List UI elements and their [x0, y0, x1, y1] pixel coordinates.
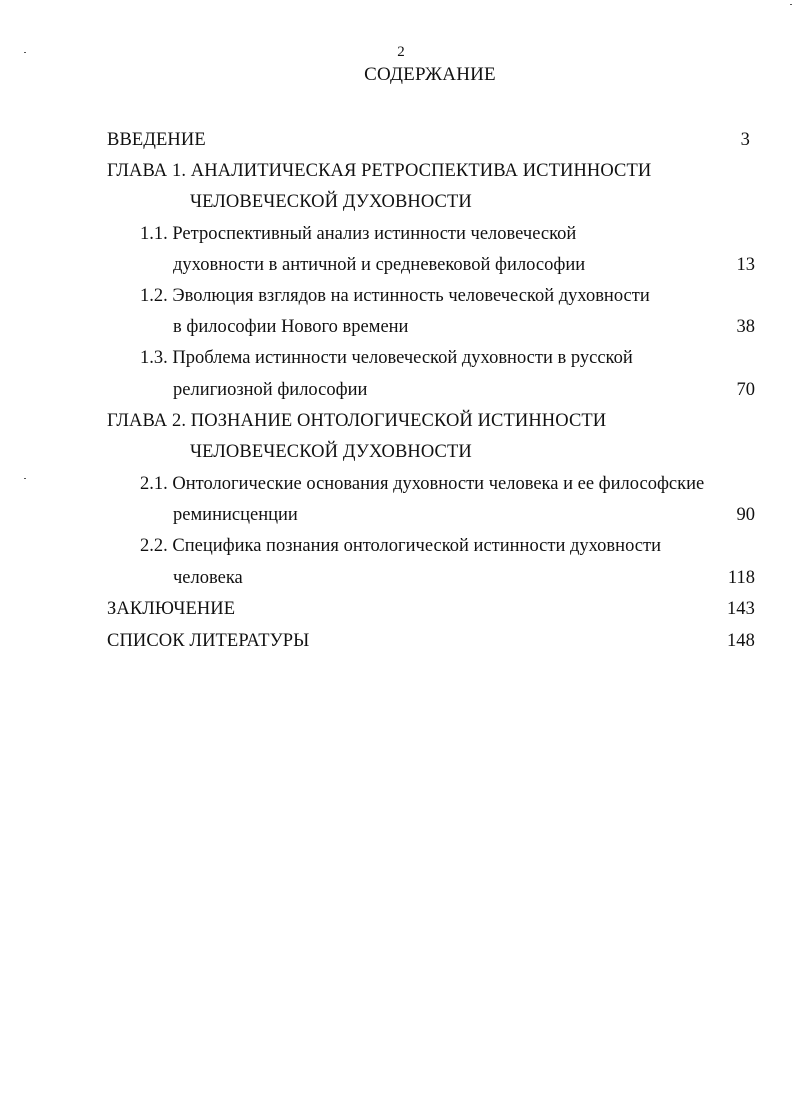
toc-section-2-2[interactable] — [0, 532, 796, 560]
toc-entry-title: ЗАКЛЮЧЕНИЕ — [107, 599, 236, 619]
toc-entry-title-cont: реминисценции — [173, 505, 298, 525]
toc-entry-conclusion[interactable] — [0, 595, 796, 623]
toc-entry-title: 1.2. Эволюция взглядов на истинность человеческой духовности — [140, 286, 650, 306]
scan-speck — [790, 4, 792, 5]
toc-entry-page: 148 — [726, 631, 755, 651]
toc-title: СОДЕРЖАНИЕ — [364, 64, 496, 85]
toc-entry-title: ГЛАВА 2. ПОЗНАНИЕ ОНТОЛОГИЧЕСКОЙ ИСТИННОСТИ — [107, 411, 607, 431]
page-number: 2 — [397, 44, 405, 60]
toc-section-1-3-cont — [0, 376, 796, 404]
toc-entry-page: 70 — [736, 380, 755, 400]
toc-entry-title-cont: религиозной философии — [173, 380, 368, 400]
toc-entry-page: 90 — [736, 505, 755, 525]
toc-entry-page: 143 — [726, 599, 755, 619]
toc-section-2-2-cont — [0, 564, 796, 592]
toc-section-2-1-cont — [0, 501, 796, 529]
toc-chapter-1[interactable] — [0, 157, 796, 185]
toc-entry-title-cont: ЧЕЛОВЕЧЕСКОЙ ДУХОВНОСТИ — [190, 192, 472, 212]
toc-entry-title: ГЛАВА 1. АНАЛИТИЧЕСКАЯ РЕТРОСПЕКТИВА ИСТИННОСТИ — [107, 161, 652, 181]
toc-section-1-1[interactable] — [0, 220, 796, 248]
toc-entry-page: 3 — [740, 130, 750, 150]
toc-entry-page: 38 — [736, 317, 755, 337]
toc-chapter-1-cont — [0, 188, 796, 216]
toc-entry-title-cont: человека — [173, 568, 243, 588]
toc-section-1-3[interactable] — [0, 344, 796, 372]
toc-entry-bibliography[interactable] — [0, 627, 796, 655]
toc-section-1-1-cont — [0, 251, 796, 279]
toc-entry-page: 118 — [727, 568, 755, 588]
toc-entry-title: 1.3. Проблема истинности человеческой духовности в русской — [140, 348, 633, 368]
toc-entry-title: 2.1. Онтологические основания духовности человека и ее философские — [140, 474, 705, 494]
toc-entry-page: 13 — [736, 255, 755, 275]
toc-section-1-2-cont — [0, 313, 796, 341]
toc-entry-title-cont: в философии Нового времени — [173, 317, 409, 337]
toc-entry-title-cont: ЧЕЛОВЕЧЕСКОЙ ДУХОВНОСТИ — [190, 442, 472, 462]
toc-chapter-2-cont — [0, 438, 796, 466]
toc-entry-intro[interactable] — [0, 126, 796, 154]
toc-section-1-2[interactable] — [0, 282, 796, 310]
toc-entry-title: СПИСОК ЛИТЕРАТУРЫ — [107, 631, 310, 651]
toc-entry-title: 1.1. Ретроспективный анализ истинности человеческой — [140, 224, 577, 244]
toc-section-2-1[interactable] — [0, 470, 796, 498]
toc-chapter-2[interactable] — [0, 407, 796, 435]
toc-entry-title: ВВЕДЕНИЕ — [107, 130, 206, 150]
toc-entry-title-cont: духовности в античной и средневековой философии — [173, 255, 586, 275]
toc-entry-title: 2.2. Специфика познания онтологической истинности духовности — [140, 536, 661, 556]
